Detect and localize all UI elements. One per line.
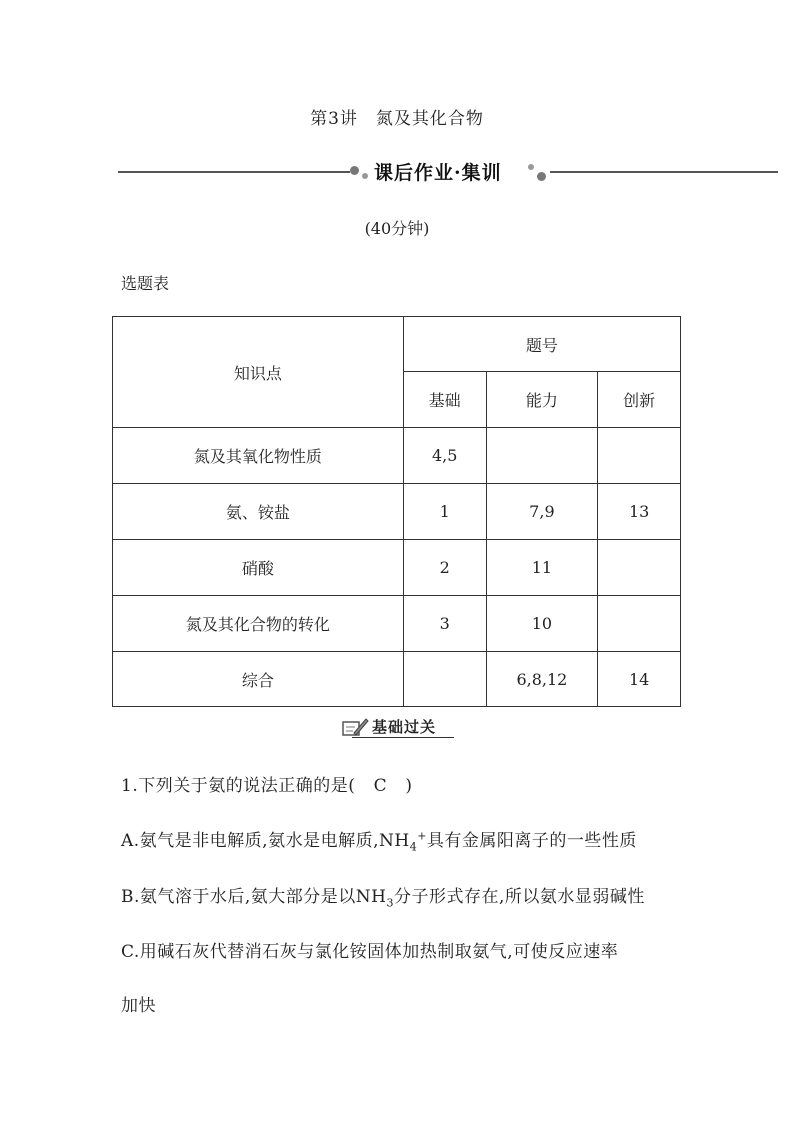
section-heading-label: 基础过关 bbox=[372, 718, 437, 736]
header-ability: 能力 bbox=[486, 372, 598, 428]
row-basic: 2 bbox=[403, 540, 486, 596]
homework-banner bbox=[118, 154, 778, 190]
header-basic: 基础 bbox=[403, 372, 486, 428]
heading-underline bbox=[352, 737, 454, 738]
basic-section-heading bbox=[338, 716, 454, 738]
row-topic: 氮及其氧化物性质 bbox=[113, 428, 404, 484]
question-selection-table bbox=[112, 316, 681, 707]
row-ability bbox=[486, 428, 598, 484]
question-stem bbox=[121, 771, 413, 796]
table-row bbox=[113, 540, 681, 596]
table-row bbox=[113, 652, 681, 707]
row-ability: 6,8,12 bbox=[486, 652, 598, 707]
option-c-continued: 加快 bbox=[121, 996, 156, 1016]
row-innovation bbox=[598, 428, 681, 484]
pencil-note-icon bbox=[340, 716, 370, 738]
option-b-text-end: 分子形式存在,所以氨水显弱碱性 bbox=[394, 887, 645, 907]
option-b bbox=[121, 882, 645, 909]
banner-line-left bbox=[118, 171, 350, 173]
header-innovation: 创新 bbox=[598, 372, 681, 428]
row-basic: 4,5 bbox=[403, 428, 486, 484]
row-basic bbox=[403, 652, 486, 707]
table-row bbox=[113, 484, 681, 540]
banner-dot-icon bbox=[537, 172, 546, 181]
header-question-number: 题号 bbox=[403, 317, 680, 372]
option-a bbox=[121, 826, 637, 853]
row-ability: 10 bbox=[486, 596, 598, 652]
row-basic: 3 bbox=[403, 596, 486, 652]
subscript: 3 bbox=[386, 896, 394, 910]
row-topic: 硝酸 bbox=[113, 540, 404, 596]
row-topic: 氨、铵盐 bbox=[113, 484, 404, 540]
option-c: C.用碱石灰代替消石灰与氯化铵固体加热制取氨气,可使反应速率 bbox=[121, 942, 619, 962]
banner-dot-icon bbox=[350, 166, 359, 175]
superscript: + bbox=[417, 829, 427, 843]
banner-dot-icon bbox=[528, 164, 534, 170]
row-innovation bbox=[598, 540, 681, 596]
banner-dot-icon bbox=[362, 173, 368, 179]
row-ability: 11 bbox=[486, 540, 598, 596]
banner-title: 课后作业·集训 bbox=[374, 162, 502, 184]
row-innovation: 13 bbox=[598, 484, 681, 540]
stem-close: ) bbox=[405, 776, 413, 796]
row-topic: 氮及其化合物的转化 bbox=[113, 596, 404, 652]
row-innovation: 14 bbox=[598, 652, 681, 707]
row-ability: 7,9 bbox=[486, 484, 598, 540]
section-label: 选题表 bbox=[121, 274, 170, 293]
lesson-title: 第3讲 氮及其化合物 bbox=[310, 109, 484, 129]
time-limit: (40分钟) bbox=[364, 219, 430, 238]
subscript: 4 bbox=[409, 840, 418, 854]
row-topic: 综合 bbox=[113, 652, 404, 707]
option-b-text: B.氨气溶于水后,氨大部分是以NH bbox=[121, 887, 387, 907]
row-innovation bbox=[598, 596, 681, 652]
row-basic: 1 bbox=[403, 484, 486, 540]
option-a-text: A.氨气是非电解质,氨水是电解质,NH bbox=[121, 831, 410, 851]
option-a-text-end: 具有金属阳离子的一些性质 bbox=[426, 831, 637, 851]
banner-line-right bbox=[550, 171, 778, 173]
answer-text: C bbox=[373, 776, 388, 796]
header-knowledge: 知识点 bbox=[113, 317, 404, 428]
stem-text: 1.下列关于氨的说法正确的是( bbox=[121, 776, 356, 796]
table-row bbox=[113, 596, 681, 652]
table-row bbox=[113, 428, 681, 484]
